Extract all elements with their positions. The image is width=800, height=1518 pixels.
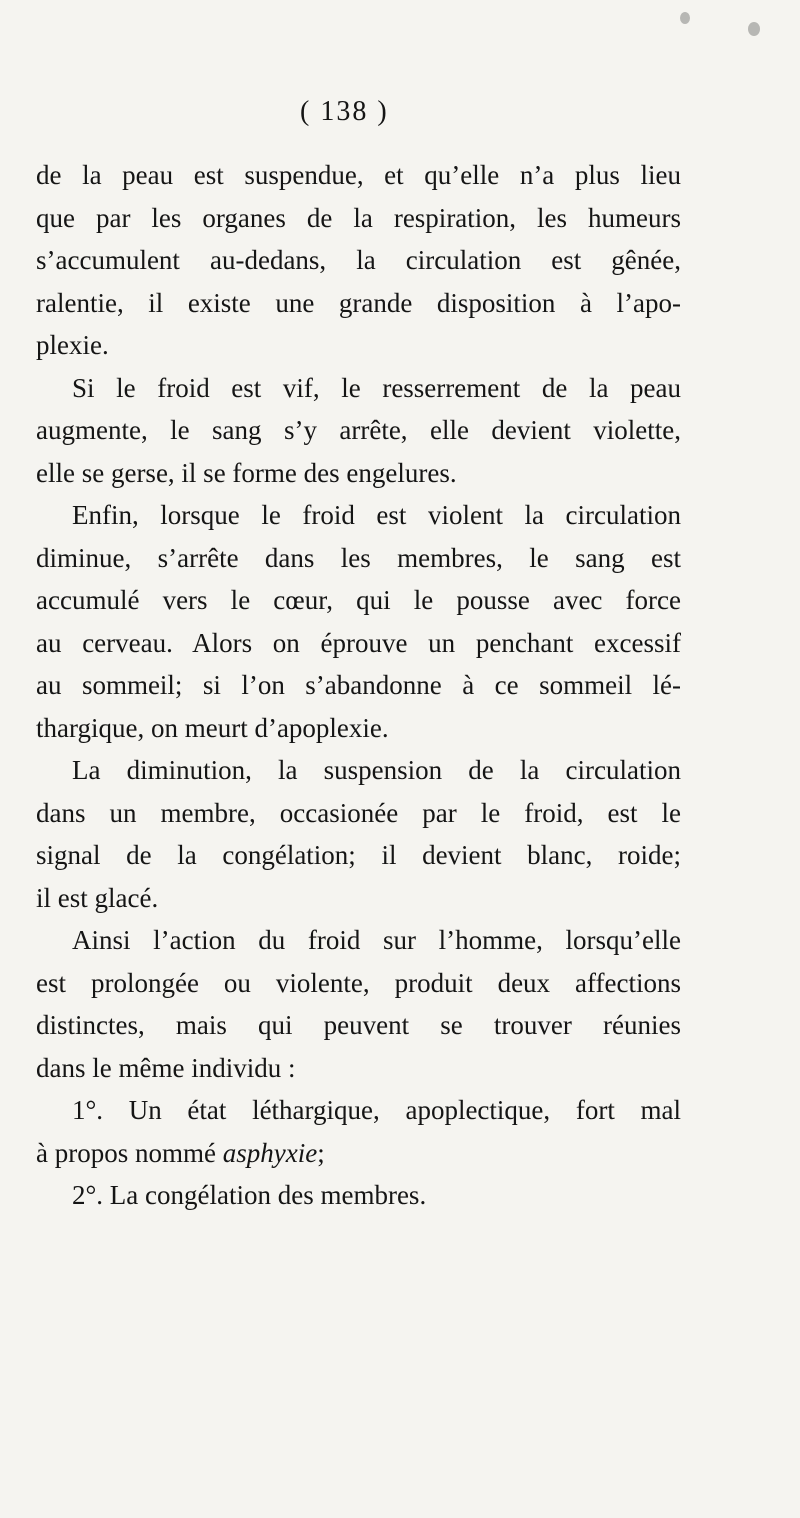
text-line: dans le même individu : — [36, 1052, 296, 1083]
text-fragment: à propos nommé — [36, 1137, 223, 1168]
paragraph — [36, 749, 681, 919]
body-text — [36, 154, 681, 1217]
paragraph — [36, 154, 681, 367]
text-line: plexie. — [36, 330, 109, 360]
ink-spot — [680, 12, 690, 24]
text-line — [36, 1132, 681, 1175]
paragraph — [36, 919, 681, 1089]
text-line: s’accumulent au-dedans, la circulation est gênée, — [36, 245, 681, 275]
list-item-1 — [36, 1089, 681, 1174]
text-line: distinctes, mais qui peuvent se trouver réunies — [36, 1010, 681, 1040]
text-line: signal de la congélation; il devient blanc, roide; — [36, 840, 681, 870]
text-line: que par les organes de la respiration, les humeurs — [36, 202, 681, 233]
text-line: 2°. La congélation des membres. — [72, 1180, 427, 1210]
paragraph — [36, 494, 681, 749]
text-line: Si le froid est vif, le resserrement de la peau — [72, 372, 681, 403]
text-line: est prolongée ou violente, produit deux affections — [36, 967, 681, 998]
text-line: thargique, on meurt d’apoplexie. — [36, 712, 389, 743]
text-line: il est glacé. — [36, 882, 159, 913]
text-line: ralentie, il existe une grande disposition à l’apo- — [36, 287, 681, 318]
text-line: Ainsi l’action du froid sur l’homme, lorsqu’elle — [72, 925, 681, 955]
text-line: La diminution, la suspension de la circulation — [72, 755, 681, 785]
list-item-2 — [36, 1174, 681, 1217]
text-line: de la peau est suspendue, et qu’elle n’a plus lieu — [36, 160, 681, 190]
text-line: au cerveau. Alors on éprouve un penchant excessif — [36, 627, 681, 658]
ink-spot — [748, 22, 760, 36]
text-line: elle se gerse, il se forme des engelures. — [36, 457, 457, 488]
text-fragment: ; — [317, 1137, 325, 1168]
text-line: 1°. Un état léthargique, apoplectique, fort mal — [72, 1095, 681, 1125]
page-number: ( 138 ) — [300, 96, 389, 127]
text-line: Enfin, lorsque le froid est violent la circulation — [72, 500, 681, 530]
text-line: augmente, le sang s’y arrête, elle devient violette, — [36, 415, 681, 445]
text-line: diminue, s’arrête dans les membres, le sang est — [36, 542, 681, 573]
text-line: dans un membre, occasionée par le froid, est le — [36, 797, 681, 828]
text-line: au sommeil; si l’on s’abandonne à ce sommeil lé- — [36, 670, 681, 700]
emphasized-term: asphyxie — [222, 1137, 318, 1168]
paragraph — [36, 367, 681, 495]
text-line: accumulé vers le cœur, qui le pousse avec force — [36, 585, 681, 615]
